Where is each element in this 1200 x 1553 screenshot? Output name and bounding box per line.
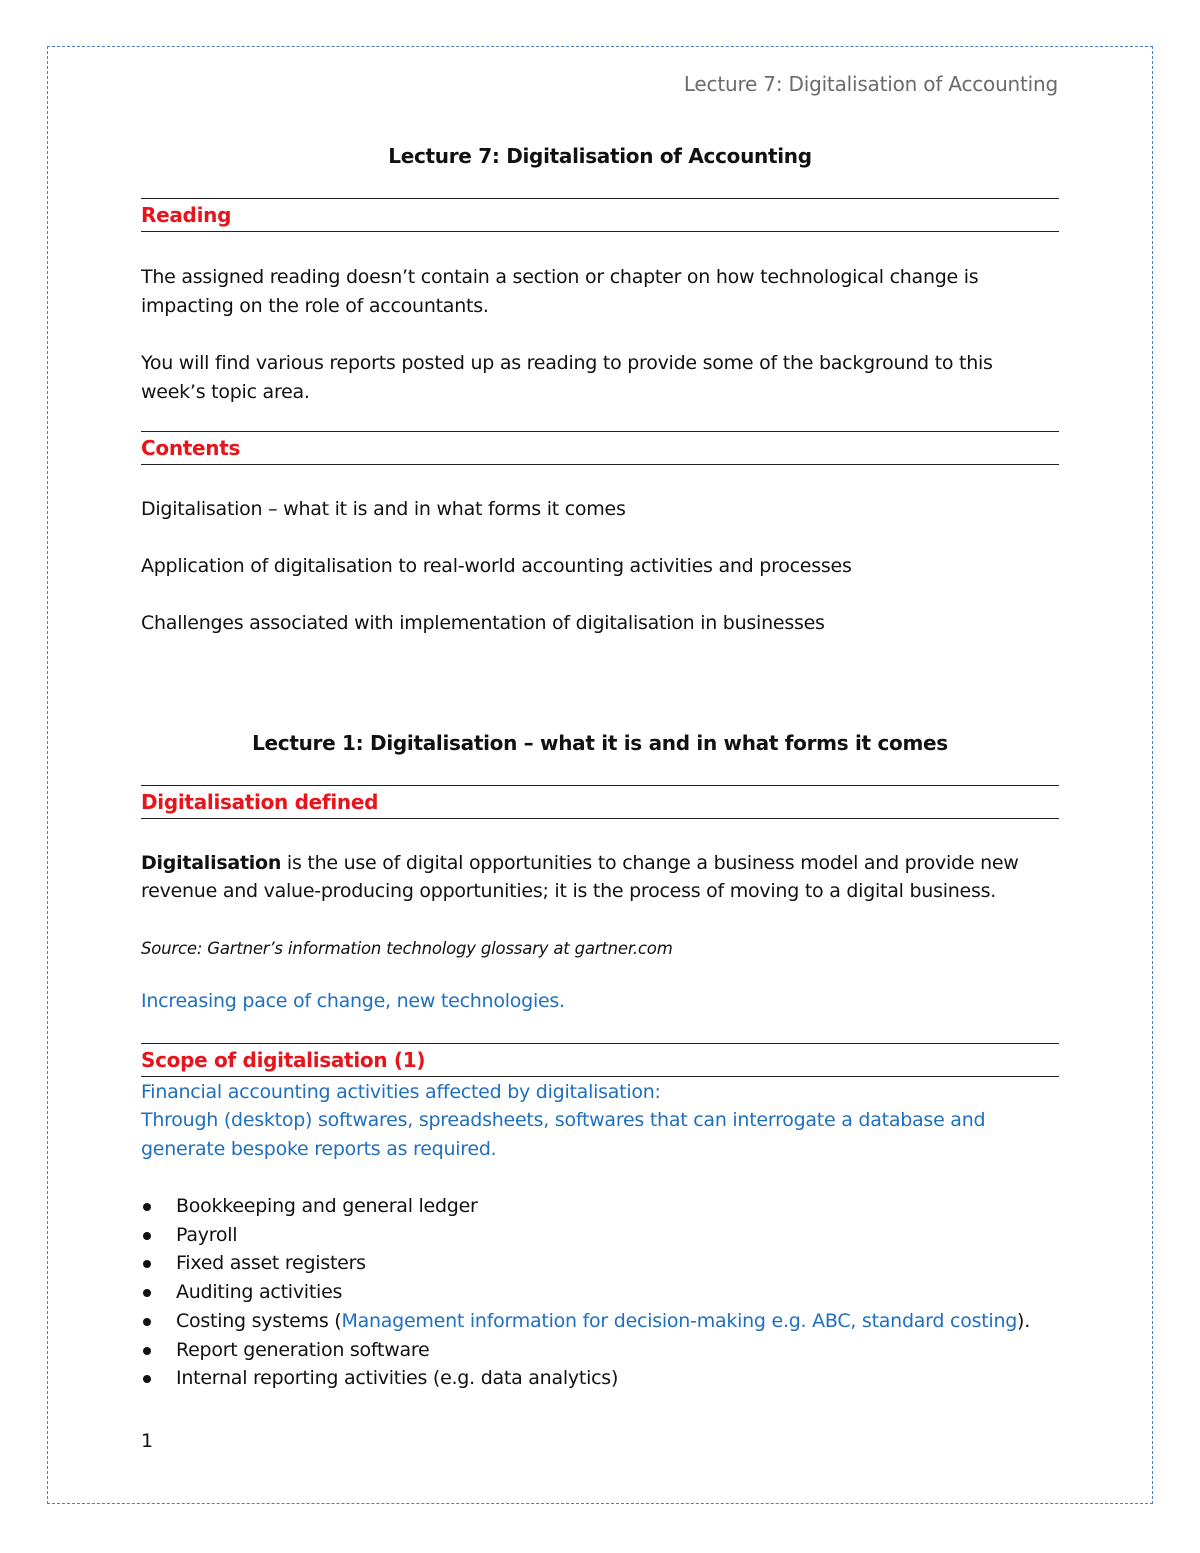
source-citation: Source: Gartner’s information technology glossary at gartner.com [141, 938, 673, 958]
definition-text: is the use of digital opportunities to change a business model and provide new revenue and value-producing opportunities; it is the process of moving to a digital business. [141, 851, 1019, 902]
definition-term: Digitalisation [141, 851, 282, 874]
costing-detail: Management information for decision-making e.g. ABC, standard costing [341, 1309, 1018, 1332]
pace-of-change-note: Increasing pace of change, new technologies. [141, 990, 565, 1012]
scope-bullet-list [141, 1192, 1059, 1393]
list-item: Report generation software [141, 1336, 1059, 1365]
list-item: Bookkeeping and general ledger [141, 1192, 1059, 1221]
list-item: Internal reporting activities (e.g. data analytics) [141, 1364, 1059, 1393]
document-title: Lecture 7: Digitalisation of Accounting [388, 144, 812, 168]
definition-paragraph [141, 849, 1059, 906]
reading-paragraph-1: The assigned reading doesn’t contain a section or chapter on how technological change is impacting on the role of accountants. [141, 266, 979, 317]
reading-paragraph-2: You will find various reports posted up as reading to provide some of the background to this week’s topic area. [141, 352, 993, 403]
section-heading-digitalisation-defined: Digitalisation defined [141, 785, 1059, 819]
document-body [141, 140, 1059, 1393]
section-heading-contents: Contents [141, 431, 1059, 465]
section-heading-scope: Scope of digitalisation (1) [141, 1043, 1059, 1077]
list-item: Fixed asset registers [141, 1249, 1059, 1278]
scope-intro-line-2: Through (desktop) softwares, spreadsheets, softwares that can interrogate a database and generate bespoke reports as required. [141, 1109, 986, 1160]
running-header: Lecture 7: Digitalisation of Accounting [683, 72, 1058, 96]
bullet-icon [143, 1232, 151, 1240]
section-heading-reading: Reading [141, 198, 1059, 232]
page-number: 1 [141, 1430, 154, 1452]
contents-item: Digitalisation – what it is and in what forms it comes [141, 498, 626, 520]
contents-item: Challenges associated with implementation of digitalisation in businesses [141, 612, 825, 634]
list-item: Costing systems (Management information for decision-making e.g. ABC, standard costing). [141, 1307, 1059, 1336]
bullet-icon [143, 1347, 151, 1355]
lecture-1-title: Lecture 1: Digitalisation – what it is and in what forms it comes [252, 730, 948, 755]
bullet-icon [143, 1260, 151, 1268]
bullet-icon [143, 1289, 151, 1297]
list-item: Payroll [141, 1221, 1059, 1250]
bullet-icon [143, 1375, 151, 1383]
contents-item: Application of digitalisation to real-world accounting activities and processes [141, 554, 852, 577]
bullet-icon [143, 1318, 151, 1326]
list-item: Auditing activities [141, 1278, 1059, 1307]
scope-intro-line-1: Financial accounting activities affected by digitalisation: [141, 1080, 661, 1103]
bullet-icon [143, 1203, 151, 1211]
